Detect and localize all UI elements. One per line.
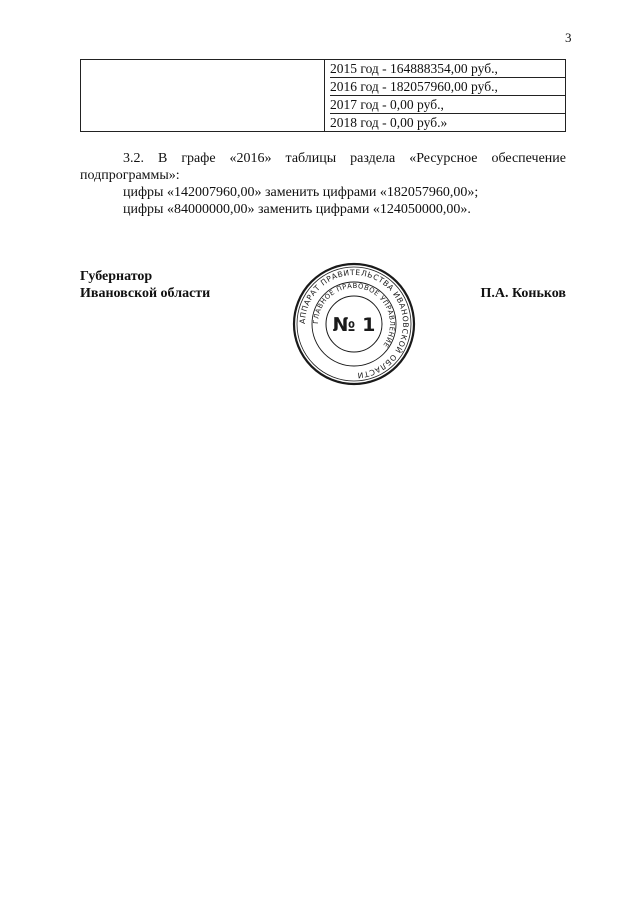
table-row	[81, 60, 566, 132]
table-values-cell	[325, 60, 566, 132]
signatory-title-line-1: Губернатор	[80, 269, 153, 284]
svg-text:АППАРАТ ПРАВИТЕЛЬСТВА ИВАНОВСК: АППАРАТ ПРАВИТЕЛЬСТВА ИВАНОВСКОЙ ОБЛАСТИ	[297, 267, 411, 380]
signatory-title	[80, 268, 210, 302]
funding-row-2017: 2017 год - 0,00 руб.,	[330, 96, 565, 114]
signatory-title-line-2: Ивановской области	[80, 286, 211, 301]
page-number: 3	[565, 30, 572, 45]
funding-row-2016: 2016 год - 182057960,00 руб.,	[330, 78, 565, 96]
funding-row-2015: 2015 год - 164888354,00 руб.,	[330, 60, 565, 78]
official-seal-stamp	[292, 262, 416, 386]
signatory-name: П.А. Коньков	[480, 286, 566, 301]
svg-text:№ 1: № 1	[332, 314, 376, 336]
amendment-text	[80, 150, 566, 218]
replacement-line-1: цифры «142007960,00» заменить цифрами «182057960,00»;	[123, 185, 479, 200]
replacement-line-2: цифры «84000000,00» заменить цифрами «124050000,00».	[123, 202, 471, 217]
funding-row-2018: 2018 год - 0,00 руб.»	[330, 115, 448, 130]
amendment-paragraph-3-2: 3.2. В графе «2016» таблицы раздела «Ресурсное обеспечение подпрограммы»:	[80, 151, 566, 183]
svg-text:ГЛАВНОЕ ПРАВОВОЕ УПРАВЛЕНИЕ: ГЛАВНОЕ ПРАВОВОЕ УПРАВЛЕНИЕ	[311, 281, 397, 350]
funding-table	[80, 59, 566, 132]
table-empty-cell	[81, 60, 325, 132]
